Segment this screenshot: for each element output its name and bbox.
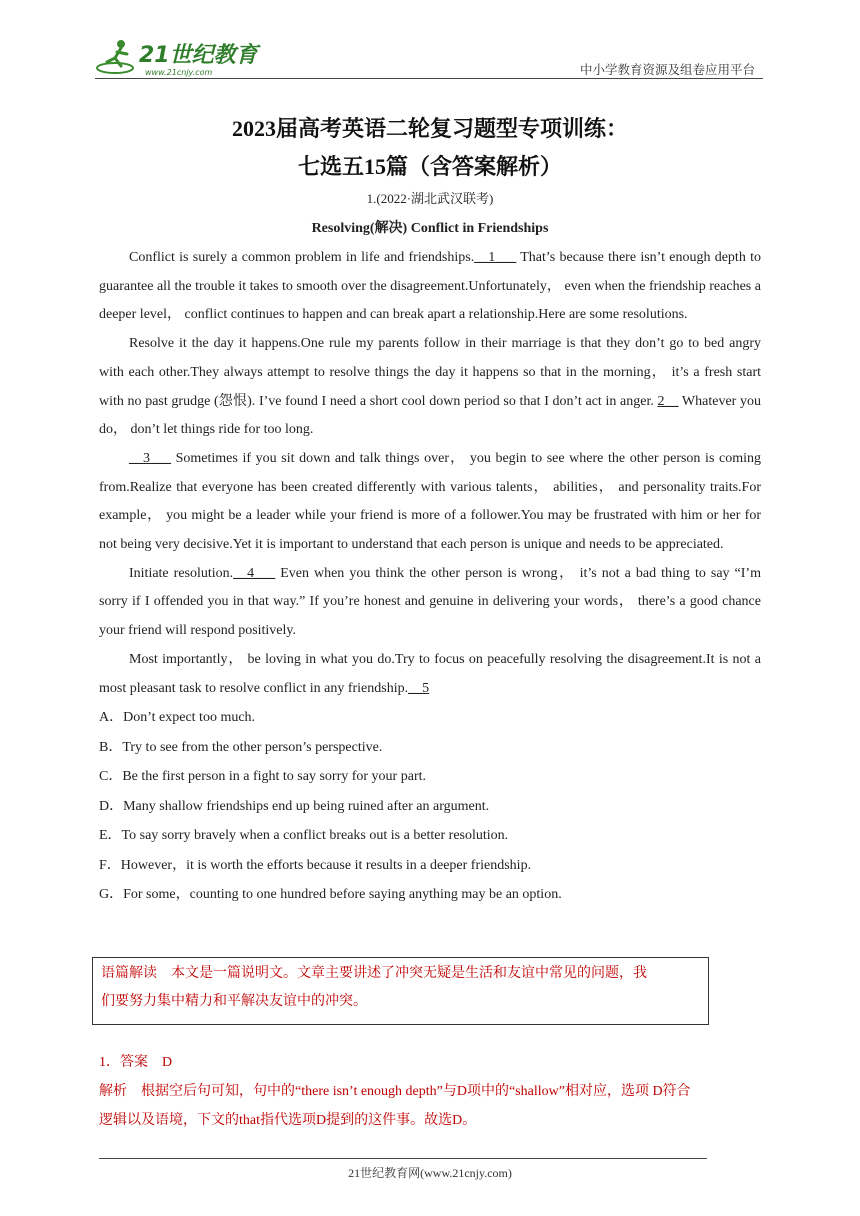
paragraph-text: Whatever you do， don’t let things ride for too long. — [99, 393, 761, 438]
blank-2: 2__ — [657, 393, 679, 409]
answer-line: 1．答案 D — [99, 1055, 173, 1070]
footer-text: 21世纪教育网(www.21cnjy.com) — [348, 1166, 512, 1180]
paragraph-4 — [99, 560, 761, 646]
svg-text:21世纪教育: 21世纪教育 — [139, 43, 258, 68]
blank-4: __4___ — [233, 565, 276, 581]
option-a: A．Don’t expect too much. — [99, 710, 256, 726]
paragraph-text: Even when you think the other person is wrong， it’s not a bad thing to say “I’m sorry if I offended you in that way.” If you’re honest and genuine in delivering your words， there’s a good chance your friend will respond positively. — [99, 565, 761, 639]
passage-body — [99, 244, 761, 910]
analysis-line-1: 语篇解读 本文是一篇说明文。文章主要讲述了冲突无疑是生活和友谊中常见的问题，我 — [101, 966, 647, 981]
paragraph-text: Most importantly， be loving in what you do.Try to focus on peacefully resolving the disagreement.It is not a most pleasant task to resolve conflict in any friendship. — [99, 651, 761, 696]
footer-divider — [99, 1158, 707, 1159]
paragraph-5 — [99, 646, 761, 703]
option-c: C．Be the first person in a fight to say sorry for your part. — [99, 769, 426, 785]
paragraph-text: Conflict is surely a common problem in life and friendships. — [129, 250, 475, 265]
paragraph-text: Sometimes if you sit down and talk things over， you begin to see where the other person is coming from.Realize that everyone has been created differently with various talents， abilities， and personality traits.For example， you might be a leader while your friend is more of a follower.You may be frustrated with him or her for not being very decisive.Yet it is important to understand that each person is unique and needs to be appreciated. — [99, 450, 761, 553]
passage-title: Resolving(解决) Conflict in Friendships — [311, 221, 549, 236]
option-e: E．To say sorry bravely when a conflict breaks out is a better resolution. — [99, 828, 509, 844]
logo-icon — [95, 36, 265, 80]
paragraph-2 — [99, 330, 761, 445]
option-d: D．Many shallow friendships end up being ruined after an argument. — [99, 798, 490, 814]
blank-3: __3___ — [129, 450, 171, 466]
paragraph-text: Initiate resolution. — [129, 565, 234, 581]
option-f: F．However，it is worth the efforts because it results in a deeper friendship. — [99, 857, 532, 873]
paragraph-1 — [99, 244, 761, 330]
page-header — [95, 36, 763, 80]
analysis-box — [92, 957, 709, 1025]
page-title: 2023届高考英语二轮复习题型专项训练： — [231, 116, 628, 141]
answer-section — [99, 1048, 761, 1135]
header-divider — [95, 78, 763, 79]
header-platform-text: 中小学教育资源及组卷应用平台 — [579, 63, 755, 77]
option-g: G．For some，counting to one hundred before saying anything may be an option. — [99, 887, 562, 903]
explanation-line-1: 解析 根据空后句可知，句中的“there isn’t enough depth”与D项中的“shallow”相对应，选项 D符合 — [99, 1084, 691, 1099]
paragraph-text: Resolve it the day it happens.One rule my parents follow in their marriage is that they don’t go to bed angry with each other.They always attempt to resolve things the day it happens so that in the morning， it’s a fresh start with no past grudge (怨恨). I’ve found I need a short cool down period so that I don’t act in anger. — [99, 336, 761, 409]
analysis-line-2: 们要努力集中精力和平解决友谊中的冲突。 — [101, 994, 367, 1009]
blank-1: __1___ — [474, 250, 517, 265]
question-source: 1.(2022·湖北武汉联考) — [366, 191, 494, 206]
paragraph-text: That’s because there isn’t enough depth to guarantee all the trouble it takes to smooth over the disagreement.Unfortunately， even when the friendship reaches a deeper level， conflict continues to happen and can break apart a relationship.Here are some resolutions. — [99, 250, 761, 323]
explanation-line-2: 逻辑以及语境，下文的that指代选项D提到的这件事。故选D。 — [99, 1113, 477, 1128]
option-b: B．Try to see from the other person’s perspective. — [99, 739, 383, 755]
blank-5: __5 — [408, 680, 430, 696]
svg-text:www.21cnjy.com: www.21cnjy.com — [145, 68, 213, 77]
page-title-line2: 七选五15篇（含答案解析） — [297, 154, 562, 179]
paragraph-3 — [99, 445, 761, 560]
